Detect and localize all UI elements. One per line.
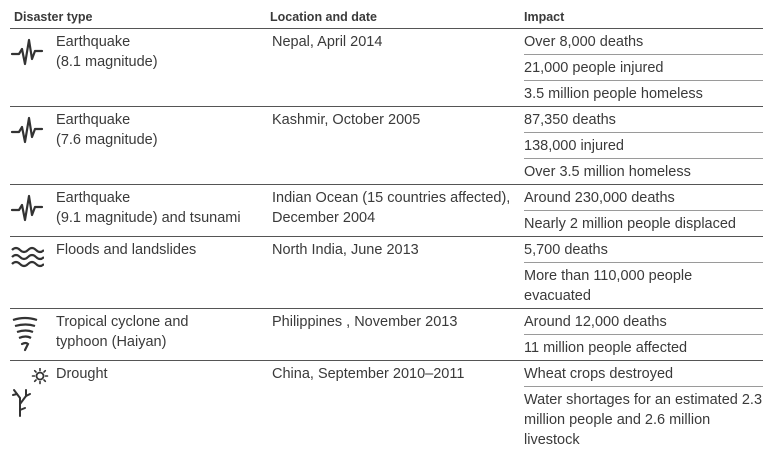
impact-item: 138,000 injured [524,132,763,158]
header-disaster-type: Disaster type [10,6,266,29]
table-row [10,29,763,107]
impact-item: Wheat crops destroyed [524,361,763,386]
drought-icon [10,364,56,418]
impact-item: Around 12,000 deaths [524,309,763,334]
impact-item: 11 million people affected [524,334,763,360]
disaster-type-line: Earthquake [56,188,266,208]
location-date: Nepal, April 2014 [272,32,516,52]
location-date: Philippines , November 2013 [272,312,516,332]
location-date: North India, June 2013 [272,240,516,260]
header-impact: Impact [520,6,763,29]
location-date: Kashmir, October 2005 [272,110,516,130]
disaster-type-line: typhoon (Haiyan) [56,332,266,352]
header-row [10,6,763,29]
disaster-type-line: Tropical cyclone and [56,312,266,332]
disaster-type-line: (8.1 magnitude) [56,52,266,72]
table-row [10,237,763,309]
table-row [10,309,763,361]
disaster-type-line: (9.1 magnitude) and tsunami [56,208,266,228]
impact-item: Over 8,000 deaths [524,29,763,54]
disaster-type-line: Earthquake [56,110,266,130]
impact-item: 5,700 deaths [524,237,763,262]
impact-item: Water shortages for an estimated 2.3 million people and 2.6 million livestock [524,386,763,452]
location-date: Indian Ocean (15 countries affected), [272,188,516,208]
disaster-type-line: (7.6 magnitude) [56,130,266,150]
seismograph-icon [10,188,56,228]
impact-item: Around 230,000 deaths [524,185,763,210]
location-date: China, September 2010–2011 [272,364,516,384]
location-date: December 2004 [272,208,516,228]
impact-item: 21,000 people injured [524,54,763,80]
impact-item: Over 3.5 million homeless [524,158,763,184]
disaster-type-line: Earthquake [56,32,266,52]
table-row [10,361,763,452]
table-row [10,185,763,237]
seismograph-icon [10,32,56,72]
impact-item: 3.5 million people homeless [524,80,763,106]
seismograph-icon [10,110,56,150]
waves-icon [10,240,56,270]
header-location-date: Location and date [266,6,520,29]
cyclone-icon [10,312,56,352]
impact-item: More than 110,000 people evacuated [524,262,763,308]
disaster-table [10,6,763,452]
impact-item: Nearly 2 million people displaced [524,210,763,236]
impact-item: 87,350 deaths [524,107,763,132]
disaster-type-line: Floods and landslides [56,240,266,260]
table-row [10,107,763,185]
disaster-type-line: Drought [56,364,266,384]
